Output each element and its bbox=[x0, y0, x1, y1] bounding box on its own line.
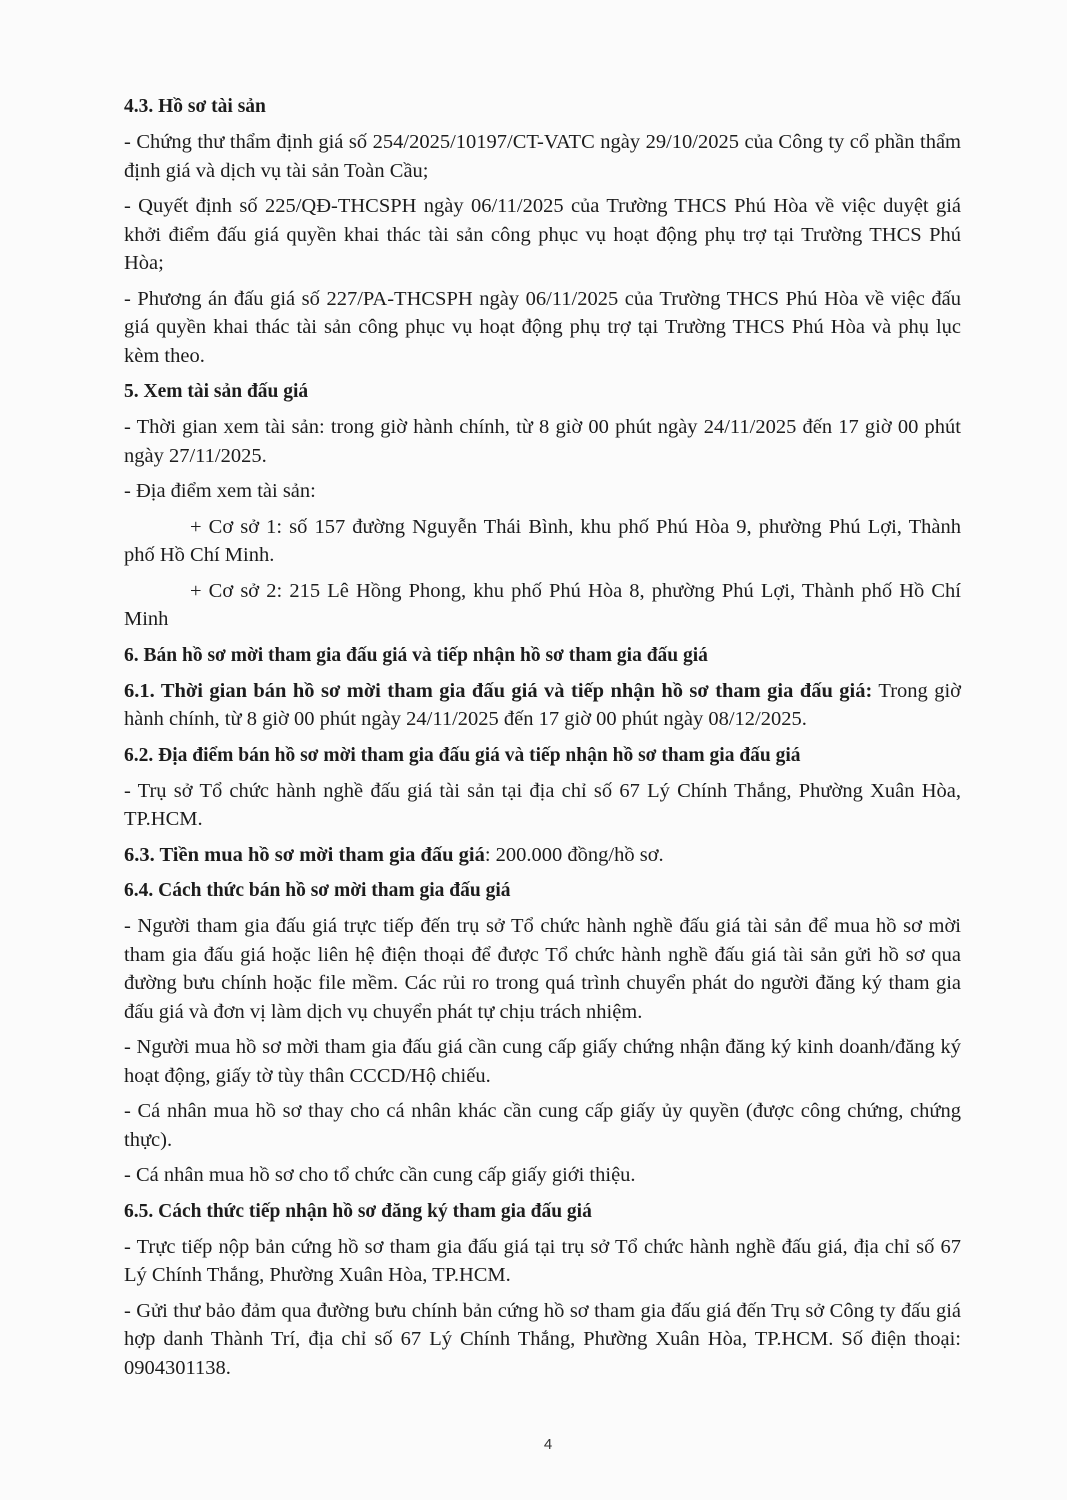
page-number: 4 bbox=[543, 1436, 553, 1453]
s64-paragraph-3: - Cá nhân mua hồ sơ thay cho cá nhân khác cần cung cấp giấy ủy quyền (được công chứng, chứng thực). bbox=[124, 1100, 961, 1151]
s5-paragraph-2: - Địa điểm xem tài sản: bbox=[124, 480, 316, 502]
s62-paragraph-1: - Trụ sở Tổ chức hành nghề đấu giá tài sản tại địa chỉ số 67 Lý Chính Thắng, Phường Xuân Hòa, TP.HCM. bbox=[124, 779, 961, 830]
s64-paragraph-4: - Cá nhân mua hồ sơ cho tổ chức cần cung cấp giấy giới thiệu. bbox=[124, 1164, 636, 1186]
section-6-heading: 6. Bán hồ sơ mời tham gia đấu giá và tiếp nhận hồ sơ tham gia đấu giá bbox=[124, 644, 708, 666]
s43-paragraph-1: - Chứng thư thẩm định giá số 254/2025/10197/CT-VATC ngày 29/10/2025 của Công ty cổ phần thẩm định giá và dịch vụ tài sản Toàn Cầu; bbox=[124, 131, 961, 182]
s43-paragraph-2: - Quyết định số 225/QĐ-THCSPH ngày 06/11/2025 của Trường THCS Phú Hòa về việc duyệt giá khởi điểm đấu giá quyền khai thác tài sản công phục vụ hoạt động phụ trợ tại Trường THCS Phú Hòa; bbox=[124, 195, 961, 274]
section-5-heading: 5. Xem tài sản đấu giá bbox=[124, 381, 309, 402]
s5-location-2: + Cơ sở 2: 215 Lê Hồng Phong, khu phố Phú Hòa 8, phường Phú Lợi, Thành phố Hồ Chí Minh bbox=[124, 579, 961, 630]
section-6-5-heading: 6.5. Cách thức tiếp nhận hồ sơ đăng ký tham gia đấu giá bbox=[124, 1200, 592, 1222]
s64-paragraph-2: - Người mua hồ sơ mời tham gia đấu giá cần cung cấp giấy chứng nhận đăng ký kinh doanh/đăng ký hoạt động, giấy tờ tùy thân CCCD/Hộ chiếu. bbox=[124, 1036, 961, 1087]
section-6-2-heading: 6.2. Địa điểm bán hồ sơ mời tham gia đấu giá và tiếp nhận hồ sơ tham gia đấu giá bbox=[124, 744, 801, 766]
section-6-4-heading: 6.4. Cách thức bán hồ sơ mời tham gia đấu giá bbox=[124, 880, 511, 901]
s63-text: : 200.000 đồng/hồ sơ. bbox=[484, 843, 664, 866]
section-4-3-heading: 4.3. Hồ sơ tài sản bbox=[124, 96, 266, 117]
s43-paragraph-3: - Phương án đấu giá số 227/PA-THCSPH ngày 06/11/2025 của Trường THCS Phú Hòa về việc đấu giá quyền khai thác tài sản công phục vụ hoạt động phụ trợ tại Trường THCS Phú Hòa và phụ lục kèm theo. bbox=[124, 287, 961, 367]
s65-paragraph-1: - Trực tiếp nộp bản cứng hồ sơ tham gia đấu giá tại trụ sở Tổ chức hành nghề đấu giá, địa chỉ số 67 Lý Chính Thắng, Phường Xuân Hòa, TP.HCM. bbox=[124, 1235, 961, 1286]
s5-location-1: + Cơ sở 1: số 157 đường Nguyễn Thái Bình, khu phố Phú Hòa 9, phường Phú Lợi, Thành phố Hồ Chí Minh. bbox=[124, 515, 961, 566]
s65-paragraph-2: - Gửi thư bảo đảm qua đường bưu chính bản cứng hồ sơ tham gia đấu giá đến Trụ sở Công ty đấu giá hợp danh Thành Trí, địa chỉ số 67 Lý Chính Thắng, Phường Xuân Hòa, TP.HCM. Số điện thoại: 0904301138. bbox=[124, 1299, 961, 1379]
s5-paragraph-1: - Thời gian xem tài sản: trong giờ hành chính, từ 8 giờ 00 phút ngày 24/11/2025 đến 17 giờ 00 phút ngày 27/11/2025. bbox=[124, 416, 961, 467]
s61-text: Trong giờ hành chính, từ 8 giờ 00 phút ngày 24/11/2025 đến 17 giờ 00 phút ngày 08/12/2025. bbox=[124, 679, 962, 730]
s61-paragraph bbox=[124, 677, 961, 734]
s64-paragraph-1: - Người tham gia đấu giá trực tiếp đến trụ sở Tổ chức hành nghề đấu giá tài sản để mua hồ sơ mời tham gia đấu giá hoặc liên hệ điện thoại để được Tổ chức hành nghề đấu giá tài sản gửi hồ sơ qua đường bưu chính hoặc file mềm. Các rủi ro trong quá trình chuyển phát do người đăng ký tham gia đấu giá và đơn vị làm dịch vụ chuyển phát tự chịu trách nhiệm. bbox=[124, 915, 961, 1023]
s63-paragraph bbox=[124, 841, 961, 870]
s61-label: 6.1. Thời gian bán hồ sơ mời tham gia đấu giá và tiếp nhận hồ sơ tham gia đấu giá: bbox=[124, 679, 873, 702]
s63-label: 6.3. Tiền mua hồ sơ mời tham gia đấu giá bbox=[124, 843, 485, 866]
